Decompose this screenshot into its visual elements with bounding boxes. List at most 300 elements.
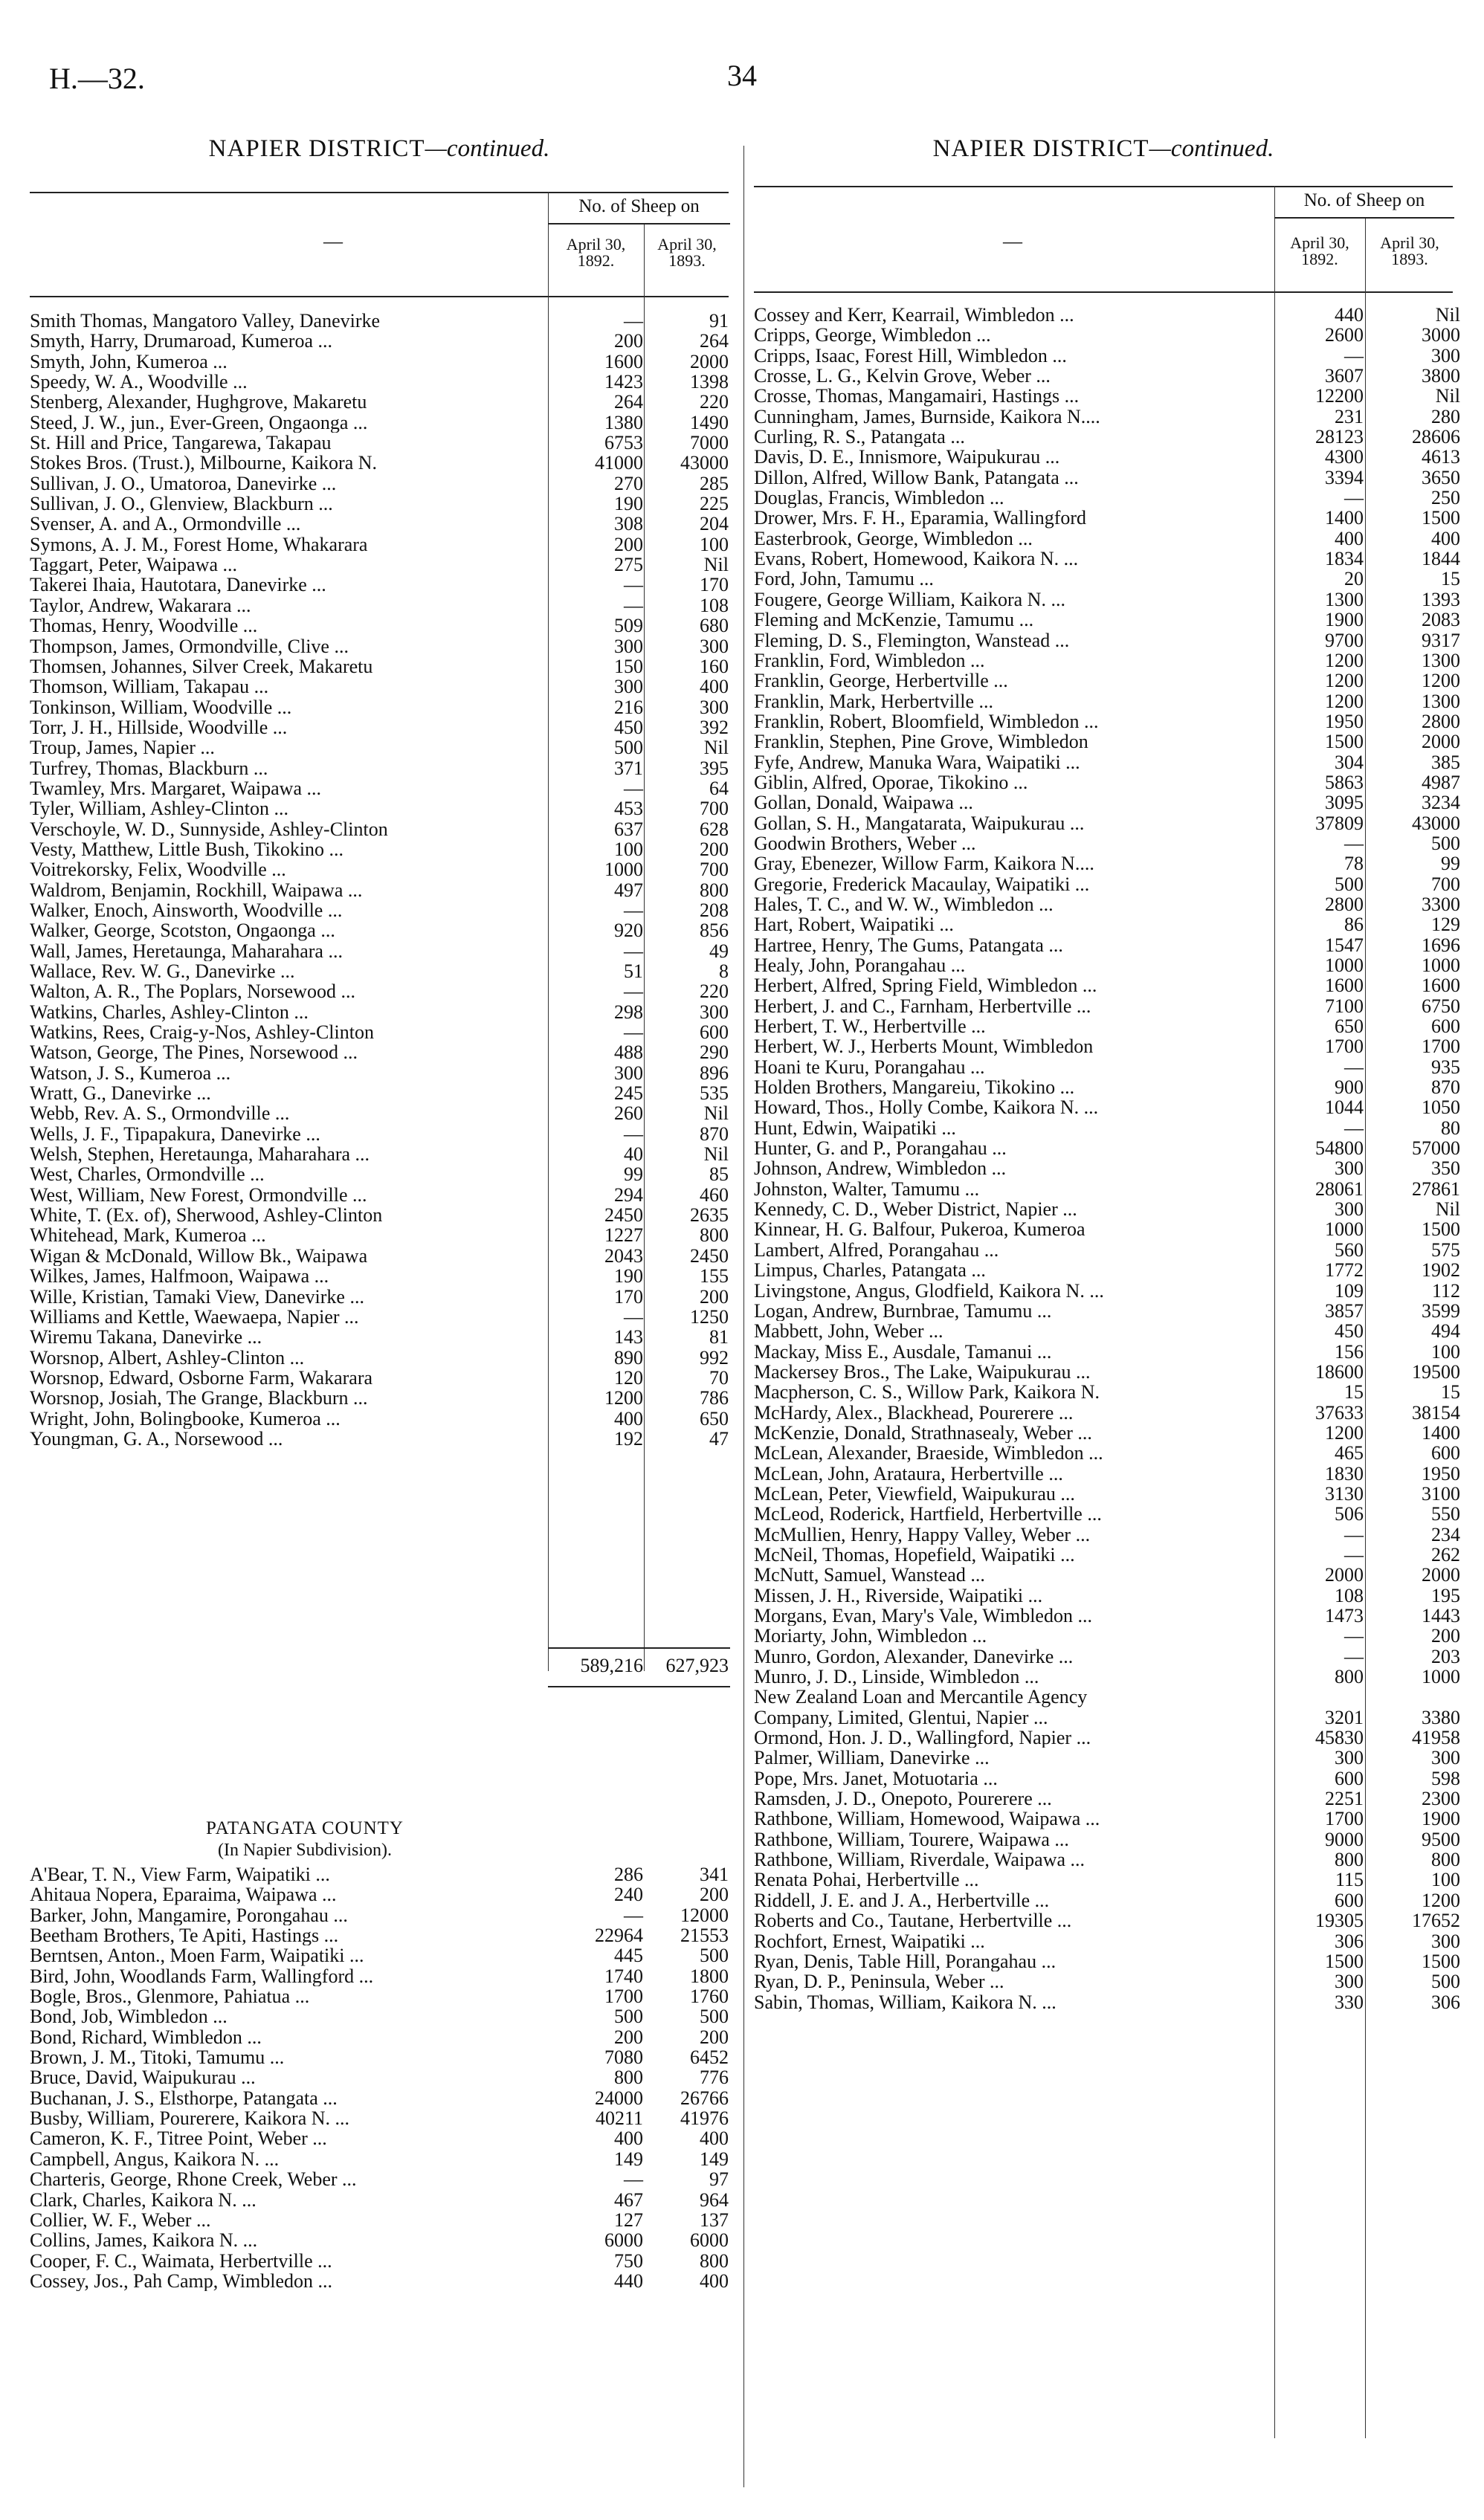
sheep-1892: 1300 [1325,588,1364,610]
owner-name: Fleming and McKenzie, Tamumu ... [754,610,1034,630]
table-row [754,1462,1460,1484]
owner-name: Walker, George, Scotston, Ongaonga ... [30,920,335,941]
owner-name: Clark, Charles, Kaikora N. ... [30,2189,257,2210]
sheep-1892: 890 [614,1346,643,1369]
table-row [754,1401,1460,1424]
table-row [754,1869,1460,1891]
sheep-1892: 800 [1335,1666,1364,1688]
sheep-1892: 15 [1344,1381,1364,1403]
sheep-1892: 308 [614,513,643,535]
sheep-1893: 800 [700,1224,729,1247]
sheep-1892: 18600 [1315,1360,1364,1383]
sheep-1893: 3000 [1422,324,1460,346]
table-row [30,1884,729,1904]
sheep-1893: 400 [700,2128,729,2150]
table-row [754,1991,1460,2013]
sheep-1892: 200 [614,2026,643,2048]
table-row [30,798,729,818]
sheep-1893: Nil [703,1143,729,1166]
sheep-1892: 99 [624,1163,643,1186]
sheep-1893: Nil [703,737,729,759]
sheep-1892: 54800 [1315,1137,1364,1160]
sheep-1892: 1227 [604,1224,643,1247]
sheep-1892: 1200 [1325,670,1364,692]
owner-name: Livingstone, Angus, Glodfield, Kaikora N. ... [754,1280,1104,1301]
sheep-1892: 3394 [1325,466,1364,488]
sheep-1892: 467 [614,2188,643,2211]
sheep-1892: — [1344,1117,1364,1139]
table-row [30,311,729,331]
sheep-1893: 80 [1441,1117,1460,1139]
sheep-1892: 1500 [1325,731,1364,753]
table-row [30,1185,729,1205]
sheep-1892: 1200 [1325,1421,1364,1444]
owner-name: Hart, Robert, Waipatiki ... [754,914,954,935]
total-1893: 627,923 [665,1655,729,1676]
sheep-1892: 28061 [1315,1177,1364,1200]
column-divider [743,146,744,2487]
owner-name: Buchanan, J. S., Elsthorpe, Patangata ... [30,2087,338,2109]
sheep-1893: 8 [719,960,729,982]
sheep-1893: 935 [1431,1056,1460,1078]
table-row [754,1482,1460,1505]
table-row [754,1564,1460,1586]
owner-name: Youngman, G. A., Norsewood ... [30,1428,283,1450]
table-row [754,1096,1460,1119]
sheep-1892: 1700 [1325,1036,1364,1058]
sheep-count-header: No. of Sheep on [1303,190,1425,210]
sheep-1893: 41958 [1412,1727,1460,1749]
sheep-1892: 920 [614,920,643,942]
owner-name: Smyth, John, Kumeroa ... [30,351,228,372]
date-line: 1892. [1301,250,1338,268]
owner-name: Smith Thomas, Mangatoro Valley, Danevirke [30,311,381,332]
sheep-1892: 306 [1335,1930,1364,1952]
owner-name: Whitehead, Mark, Kumeroa ... [30,1225,266,1246]
owner-name: Herbert, J. and C., Farnham, Herbertville ... [754,995,1091,1017]
table-row [754,1645,1460,1667]
sheep-1893: 2300 [1422,1788,1460,1810]
owner-name: Thomsen, Johannes, Silver Creek, Makaretu [30,656,373,677]
table-row [754,385,1460,407]
table-row [30,413,729,433]
sheep-1892: 300 [1335,1747,1364,1769]
owner-name: Riddell, J. E. and J. A., Herbertville ... [754,1890,1050,1911]
sheep-1892: — [624,980,643,1003]
sheep-1892: 900 [1335,1076,1364,1099]
table-row [30,920,729,940]
sheep-1893: 1760 [690,1986,729,2008]
owner-name: St. Hill and Price, Tangarewa, Takapau [30,433,332,453]
sheep-1893: 264 [700,330,729,352]
table-row [754,426,1460,448]
table-row [30,880,729,900]
sheep-1893: 200 [700,1285,729,1308]
table-row [754,365,1460,387]
owner-name: Cripps, George, Wimbledon ... [754,325,991,346]
table-row [30,595,729,616]
table-row [754,1015,1460,1038]
page-reference: H.—32. [49,62,145,95]
owner-name: Franklin, Ford, Wimbledon ... [754,650,985,671]
date-header-1892 [548,236,644,269]
sheep-1893: 27861 [1412,1177,1460,1200]
owner-name: Twamley, Mrs. Margaret, Waipawa ... [30,778,321,799]
sheep-1892: 1200 [1325,690,1364,712]
table-row [754,1381,1460,1403]
owner-name: Speedy, W. A., Woodville ... [30,372,248,392]
sheep-1892: 371 [614,757,643,779]
table-row [30,2169,729,2189]
sheep-1893: 200 [1431,1625,1460,1647]
name-column-header: — [1003,230,1022,252]
sheep-1892: 1500 [1325,1950,1364,1972]
sheep-1892: 108 [1335,1584,1364,1606]
sheep-1892: 500 [614,2006,643,2028]
sheep-1892: 240 [614,1884,643,1906]
table-top-rule [754,186,1453,187]
sheep-1893: 81 [709,1326,729,1348]
owner-name: Gollan, S. H., Mangatarata, Waipukurau ... [754,812,1085,833]
table-row [30,1246,729,1266]
sheep-1892: 300 [1335,1198,1364,1221]
table-row [754,1625,1460,1647]
sheep-1893: 400 [700,676,729,698]
table-row [30,1287,729,1307]
table-row [754,812,1460,834]
table-row [30,717,729,737]
sheep-1892: 156 [1335,1340,1364,1363]
sheep-1893: 500 [1431,1971,1460,1993]
sheep-1892: 300 [1335,1157,1364,1180]
owner-name: Ryan, D. P., Peninsula, Weber ... [754,1971,1004,1992]
table-row [30,474,729,494]
sheep-1892: 127 [614,2209,643,2231]
sheep-1893: 1393 [1422,588,1460,610]
owner-name: Bird, John, Woodlands Farm, Wallingford ... [30,1965,374,1987]
sheep-1893: 500 [700,1945,729,1967]
sheep-1892: 170 [614,1285,643,1308]
sheep-1893: 856 [700,920,729,942]
table-row [754,1747,1460,1769]
table-row [754,832,1460,854]
owner-name: Beetham Brothers, Te Apiti, Hastings ... [30,1925,339,1946]
owner-name: Ormond, Hon. J. D., Wallingford, Napier ... [754,1728,1091,1748]
owner-name: Watson, George, The Pines, Norsewood ... [30,1042,358,1063]
table-row [30,1083,729,1103]
sheep-1892: 28123 [1315,426,1364,448]
sheep-1893: 392 [700,716,729,738]
sheep-1893: 19500 [1412,1360,1460,1383]
date-line: 1893. [1391,250,1428,268]
table-row [754,405,1460,427]
owner-name: Thomson, William, Takapau ... [30,676,269,697]
sheep-1893: 1900 [1422,1808,1460,1830]
table-row [30,737,729,757]
sheep-1893: 2000 [1422,1564,1460,1586]
owner-name: Johnson, Andrew, Wimbledon ... [754,1158,1007,1179]
owner-name: Limpus, Charles, Patangata ... [754,1260,986,1281]
sheep-1893: 41976 [680,2107,729,2130]
table-row [30,534,729,555]
right-column-title [754,135,1453,163]
owner-name: Sullivan, J. O., Glenview, Blackburn ... [30,494,333,514]
sheep-1892: 86 [1344,914,1364,936]
sheep-1892: 216 [614,696,643,718]
date-header-1893 [1365,235,1454,268]
sheep-1893: 1500 [1422,1218,1460,1241]
sheep-1893: 285 [700,472,729,494]
owner-name: Vesty, Matthew, Little Bush, Tikokino ... [30,839,344,860]
sheep-1892: 20 [1344,568,1364,590]
sheep-1893: 3650 [1422,466,1460,488]
owner-name: Waldrom, Benjamin, Rockhill, Waipawa ... [30,879,363,900]
owner-name: Wille, Kristian, Tamaki View, Danevirke ... [30,1286,364,1307]
owner-name: McLean, John, Arataura, Herbertville ... [754,1463,1063,1484]
sheep-1893: 1700 [1422,1036,1460,1058]
table-row [30,331,729,351]
owner-name: Crosse, L. G., Kelvin Grove, Weber ... [754,366,1051,387]
owner-name: Sullivan, J. O., Umatoroa, Danevirke ... [30,473,337,494]
table-row [30,514,729,534]
sheep-1893: 964 [700,2188,729,2211]
sheep-1893: 1200 [1422,670,1460,692]
table-row [30,1348,729,1368]
table-row [754,1910,1460,1932]
table-row [754,792,1460,814]
sheep-1893: 1398 [690,371,729,393]
sheep-1893: 1500 [1422,1950,1460,1972]
owner-name: Cunningham, James, Burnside, Kaikora N.... [754,406,1100,427]
sheep-1892: 800 [614,2067,643,2089]
sheep-1892: 9000 [1325,1828,1364,1850]
table-row [754,710,1460,732]
owner-name: Gregorie, Frederick Macaulay, Waipatiki ... [754,873,1090,894]
sheep-1892: 330 [1335,1991,1364,2013]
sheep-1893: 208 [700,899,729,921]
title-suffix: —continued. [1149,135,1274,162]
table-row [30,2271,729,2291]
table-row [30,1063,729,1083]
district-title: NAPIER DISTRICT [208,135,425,162]
sheep-1892: — [1344,1625,1364,1647]
table-row [30,2067,729,2087]
owner-name: Wallace, Rev. W. G., Danevirke ... [30,961,295,982]
owner-name: Watkins, Charles, Ashley-Clinton ... [30,1001,309,1023]
sheep-1893: 3234 [1422,792,1460,814]
table-row [754,629,1460,651]
sheep-1893: 7000 [690,432,729,454]
table-row [754,731,1460,753]
owner-name: McNeil, Thomas, Hopefield, Waipatiki ... [754,1544,1075,1566]
owner-name: Webb, Rev. A. S., Ormondville ... [30,1103,290,1124]
table-row [30,636,729,656]
table-row [754,1198,1460,1221]
sheep-1893: 3300 [1422,893,1460,915]
sheep-1893: 9317 [1422,629,1460,651]
table-row [754,1137,1460,1160]
table-row [30,2149,729,2169]
sheep-1893: 100 [700,533,729,555]
table-row [754,1421,1460,1444]
owner-name: Holden Brothers, Mangareiu, Tikokino ... [754,1077,1075,1098]
table-row [30,1945,729,1965]
owner-name: Palmer, William, Danevirke ... [754,1748,990,1768]
owner-name: Worsnop, Josiah, The Grange, Blackburn ... [30,1388,368,1409]
sheep-1893: 38154 [1412,1401,1460,1424]
owner-name: Smyth, Harry, Drumaroad, Kumeroa ... [30,331,332,352]
sheep-1893: 800 [1431,1849,1460,1871]
table-row [30,2251,729,2271]
table-row [30,1164,729,1184]
table-row [754,1828,1460,1850]
left-column-title [30,135,729,163]
table-row [30,1966,729,1986]
owner-name: Walton, A. R., The Poplars, Norsewood ... [30,981,355,1002]
owner-name: Ford, John, Tamumu ... [754,569,934,589]
table-row [30,494,729,514]
sheep-1892: 600 [1335,1889,1364,1911]
owner-name: Hales, T. C., and W. W., Wimbledon ... [754,894,1054,915]
table-row [30,900,729,920]
table-row [754,1442,1460,1464]
table-row [754,1706,1460,1728]
table-header-rule [30,296,729,297]
table-row [754,1543,1460,1566]
owner-name: Giblin, Alfred, Oporae, Tikokino ... [754,772,1028,793]
sheep-1892: 400 [614,2128,643,2150]
owner-name: Mackay, Miss E., Ausdale, Tamanui ... [754,1341,1052,1362]
sheep-1892: — [624,899,643,921]
sheep-1893: 800 [700,2249,729,2272]
sheep-1892: 192 [614,1427,643,1450]
owner-name: Moriarty, John, Wimbledon ... [754,1626,987,1647]
owner-name: Hartree, Henry, The Gums, Patangata ... [754,934,1063,955]
sheep-1893: 776 [700,2067,729,2089]
sheep-1892: 3201 [1325,1706,1364,1728]
sheep-1893: 57000 [1412,1137,1460,1160]
sheep-1893: 1800 [690,1965,729,1987]
owner-name: Torr, J. H., Hillside, Woodville ... [30,717,288,738]
owner-name: A'Bear, T. N., View Farm, Waipatiki ... [30,1864,330,1885]
sheep-1892: 1600 [604,350,643,372]
owner-name: Franklin, Mark, Herbertville ... [754,691,994,711]
sheep-1892: 260 [614,1102,643,1125]
sheep-1893: Nil [1435,385,1460,407]
sheep-1893: 700 [700,859,729,881]
owner-name: Williams and Kettle, Waewaepa, Napier ... [30,1306,359,1328]
sheep-1892: 4300 [1325,446,1364,468]
sheep-1892: 1834 [1325,548,1364,570]
sheep-1892: 1700 [1325,1808,1364,1830]
sheep-1893: 220 [700,980,729,1003]
sheep-1893: 600 [700,1021,729,1044]
owner-name: McKenzie, Donald, Strathnasealy, Weber ... [754,1422,1092,1444]
owner-name: Franklin, George, Herbertville ... [754,671,1008,691]
sheep-1892: 1380 [604,411,643,433]
table-row [754,1299,1460,1322]
owner-name: White, T. (Ex. of), Sherwood, Ashley-Clinton [30,1205,383,1226]
county-title: PATANGATA COUNTY [206,1818,404,1838]
sheep-1893: 28606 [1412,426,1460,448]
table-body [754,304,1460,2013]
sheep-1892: 109 [1335,1279,1364,1302]
date-header-1893 [644,236,730,269]
sheep-1892: 3130 [1325,1482,1364,1505]
sheep-1893: 680 [700,615,729,637]
owner-name: Bond, Richard, Wimbledon ... [30,2026,262,2048]
sheep-1892: 450 [1335,1320,1364,1343]
table-row [754,1036,1460,1058]
sheep-1893: 870 [700,1122,729,1145]
sheep-1893: 195 [1431,1584,1460,1606]
sheep-1893: 220 [700,391,729,413]
sheep-1893: 43000 [680,452,729,474]
table-body [30,1864,729,2291]
table-row [754,1971,1460,1993]
table-row [754,446,1460,468]
table-row [30,1022,729,1042]
owner-name: Wratt, G., Danevirke ... [30,1083,211,1104]
owner-name: West, William, New Forest, Ormondville ... [30,1184,367,1206]
sheep-1892: 190 [614,1265,643,1288]
sheep-1893: 204 [700,513,729,535]
owner-name: Franklin, Stephen, Pine Grove, Wimbledon [754,731,1088,752]
sheep-1893: 600 [1431,1442,1460,1464]
sheep-1892: — [624,574,643,596]
owner-name: Franklin, Robert, Bloomfield, Wimbledon ... [754,711,1099,732]
owner-name: McHardy, Alex., Blackhead, Pourerere ... [754,1402,1074,1423]
table-row [30,1124,729,1144]
sheep-1893: 300 [1431,344,1460,366]
owner-name: McLeod, Roderick, Hartfield, Herbertville ... [754,1504,1102,1525]
table-row [754,1238,1460,1261]
owner-name: Easterbrook, George, Wimbledon ... [754,528,1033,549]
table-row [30,778,729,798]
sheep-1893: 3100 [1422,1482,1460,1505]
sheep-1892: 300 [614,635,643,657]
owner-name: Herbert, Alfred, Spring Field, Wimbledon ... [754,975,1097,996]
owner-name: Evans, Robert, Homewood, Kaikora N. ... [754,549,1079,569]
sheep-1892: 497 [614,879,643,901]
table-row [754,1849,1460,1871]
table-row [754,304,1460,326]
date-line: April 30, [566,235,626,253]
owner-name: Healy, John, Porangahau ... [754,955,966,976]
owner-name: Worsnop, Albert, Ashley-Clinton ... [30,1347,305,1368]
sheep-1892: 560 [1335,1238,1364,1261]
sheep-1893: 160 [700,655,729,677]
owner-name: Cossey, Jos., Pah Camp, Wimbledon ... [30,2270,333,2292]
table-row [30,1042,729,1062]
table-row [754,1279,1460,1302]
table-row [30,656,729,676]
total-rule [548,1647,730,1649]
table-row [30,961,729,981]
sheep-1892: 24000 [595,2087,643,2109]
table-row [30,2190,729,2210]
table-row [754,568,1460,590]
table-row [754,995,1460,1017]
table-row [754,1930,1460,1952]
sheep-1893: 300 [700,635,729,657]
owner-name: Mackersey Bros., The Lake, Waipukurau ... [754,1361,1091,1383]
sheep-1892: 37633 [1315,1401,1364,1424]
sheep-1892: 300 [1335,1971,1364,1993]
owner-name: Taggart, Peter, Waipawa ... [30,555,238,575]
sheep-1892: — [624,1904,643,1926]
sheep-1893: 2000 [690,350,729,372]
